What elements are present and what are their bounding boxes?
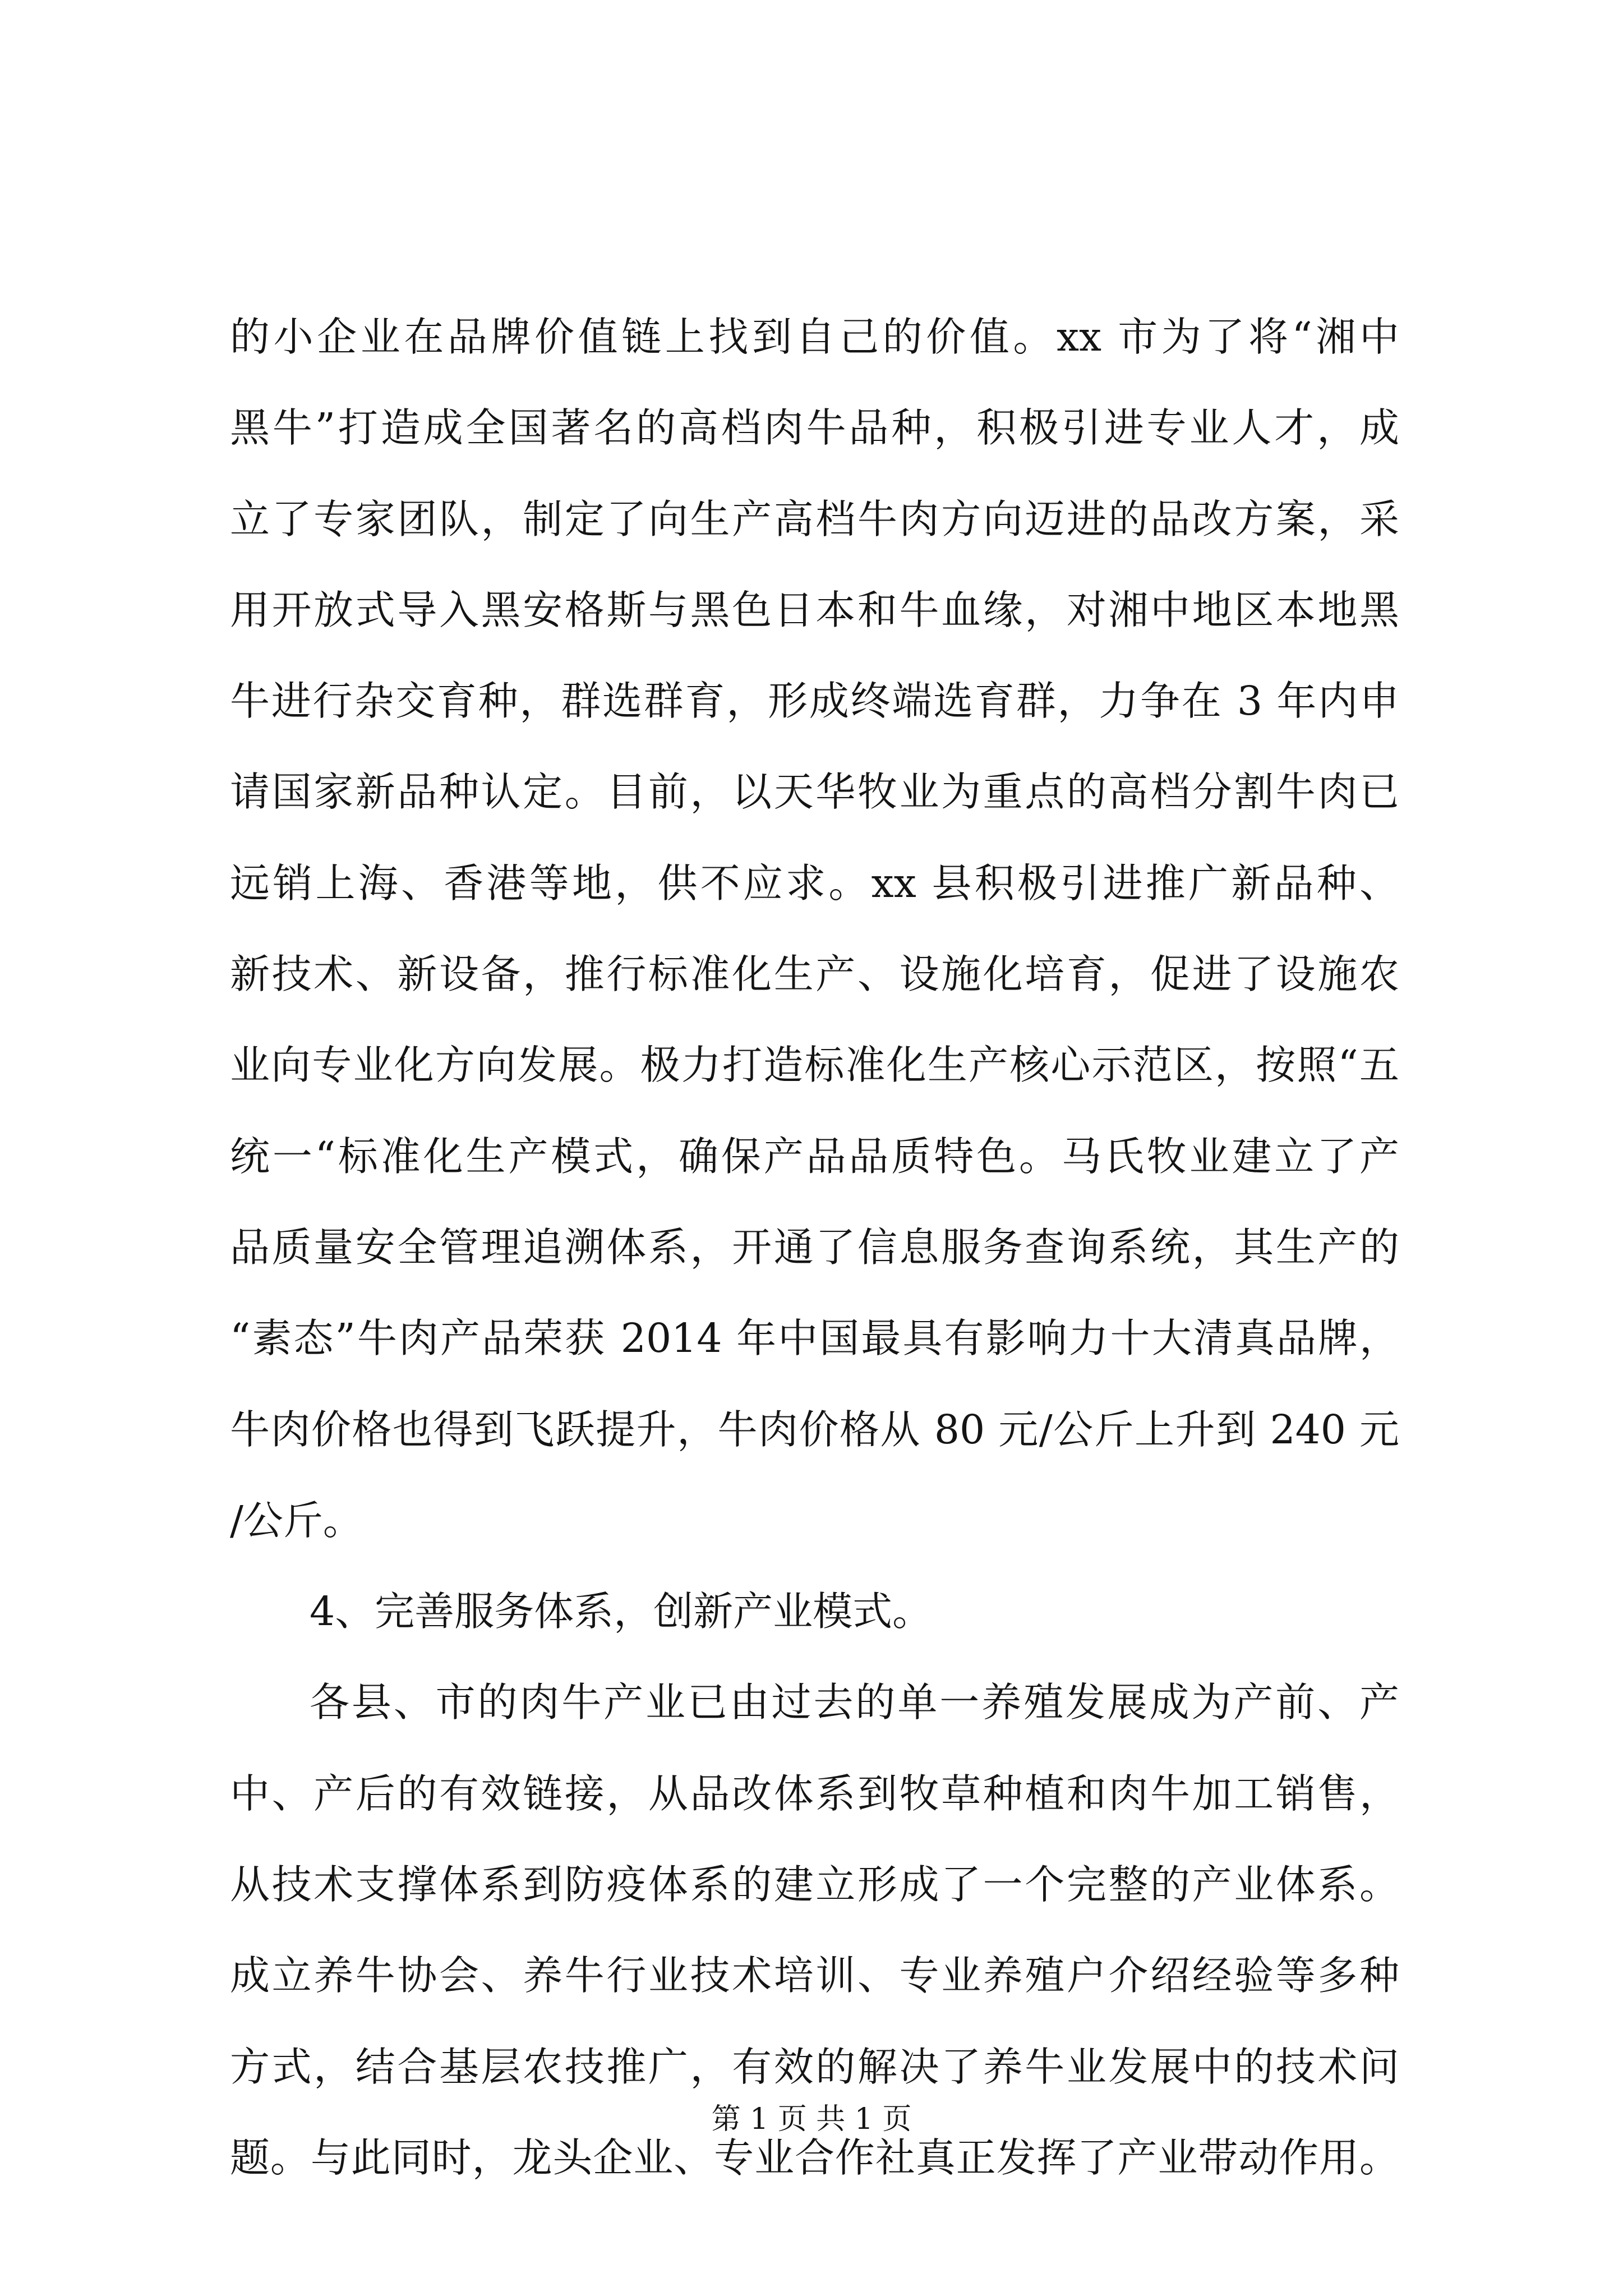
- text-line: 中、产后的有效链接，从品改体系到牧草种植和肉牛加工销售，: [230, 1770, 1399, 1817]
- text-line: 黑牛”打造成全国著名的高档肉牛品种，积极引进专业人才，成: [230, 404, 1399, 452]
- text-line: 统一“标准化生产模式，确保产品品质特色。马氏牧业建立了产: [230, 1133, 1399, 1180]
- text-line: 新技术、新设备，推行标准化生产、设施化培育，促进了设施农: [230, 951, 1399, 998]
- text-line: 立了专家团队，制定了向生产高档牛肉方向迈进的品改方案，采: [230, 495, 1399, 542]
- text-line: 牛进行杂交育种，群选群育，形成终端选育群，力争在 3 年内申: [230, 678, 1399, 725]
- section-heading: 4、完善服务体系，创新产业模式。: [310, 1588, 933, 1635]
- text-line: 题。与此同时，龙头企业、专业合作社真正发挥了产业带动作用。: [230, 2134, 1399, 2181]
- body-text: [230, 292, 1399, 2203]
- text-line: 请国家新品种认定。目前，以天华牧业为重点的高档分割牛肉已: [230, 769, 1399, 816]
- text-line: 品质量安全管理追溯体系，开通了信息服务查询系统，其生产的: [230, 1223, 1399, 1271]
- text-line: “素态”牛肉产品荣获 2014 年中国最具有影响力十大清真品牌，: [230, 1315, 1399, 1362]
- text-line: 用开放式导入黑安格斯与黑色日本和牛血缘，对湘中地区本地黑: [230, 586, 1399, 633]
- text-line: 成立养牛协会、养牛行业技术培训、专业养殖户介绍经验等多种: [230, 1952, 1399, 1999]
- text-line: 业向专业化方向发展。极力打造标准化生产核心示范区，按照“五: [230, 1042, 1399, 1089]
- text-line: 从技术支撑体系到防疫体系的建立形成了一个完整的产业体系。: [230, 1861, 1399, 1908]
- page-footer: 第 1 页 共 1 页: [711, 2102, 912, 2136]
- text-line: 牛肉价格也得到飞跃提升，牛肉价格从 80 元/公斤上升到 240 元: [230, 1406, 1399, 1453]
- text-line: /公斤。: [230, 1497, 363, 1544]
- text-line: 方式，结合基层农技推广，有效的解决了养牛业发展中的技术问: [230, 2043, 1399, 2090]
- text-line: 远销上海、香港等地，供不应求。xx 县积极引进推广新品种、: [230, 859, 1399, 907]
- text-line: 的小企业在品牌价值链上找到自己的价值。xx 市为了将“湘中: [230, 314, 1399, 360]
- paragraph-first-line: 各县、市的肉牛产业已由过去的单一养殖发展成为产前、产: [310, 1679, 1399, 1726]
